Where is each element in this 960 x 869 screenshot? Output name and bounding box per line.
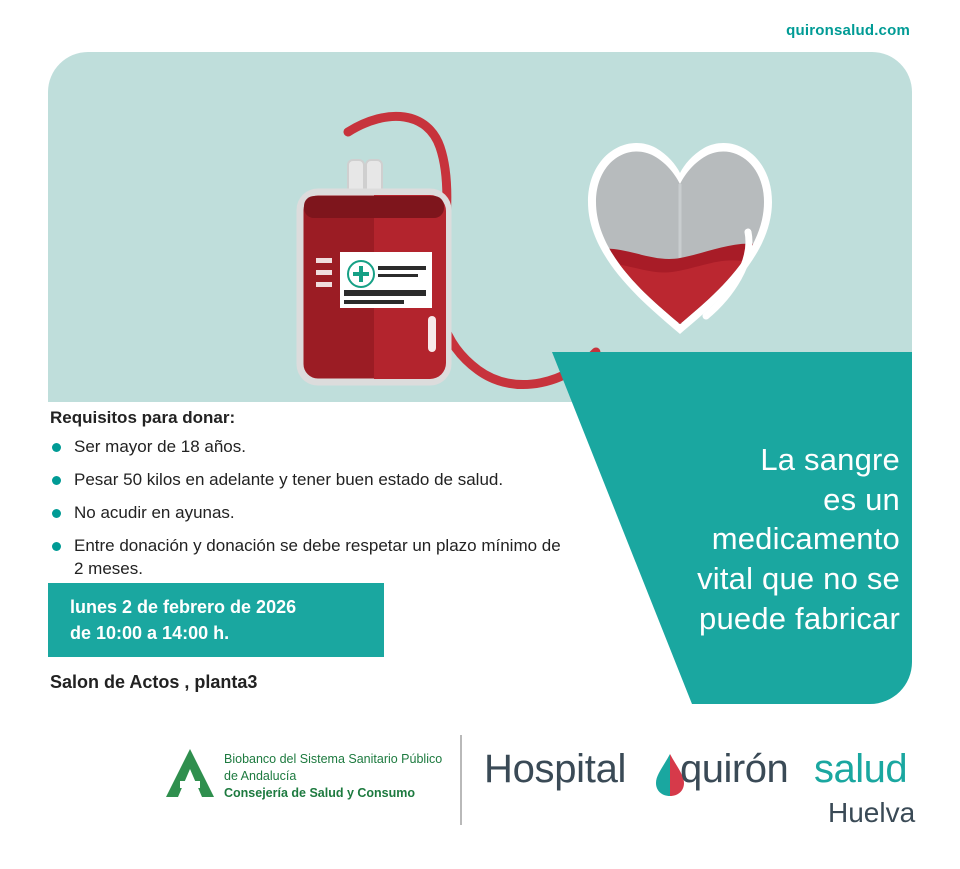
list-item-label: Pesar 50 kilos en adelante y tener buen estado de salud. — [74, 469, 504, 489]
list-item-label: Ser mayor de 18 años. — [74, 437, 246, 456]
logo-city-name: Huelva — [828, 797, 916, 828]
slogan-line: medicamento — [711, 521, 900, 557]
junta-andalucia-a-icon — [162, 745, 218, 801]
bullet-icon — [52, 542, 61, 551]
slogan-line: puede fabricar — [699, 600, 900, 636]
schedule-box — [48, 583, 384, 657]
list-item — [50, 502, 570, 525]
requirements-title: Requisitos para donar: — [50, 408, 236, 427]
biobanco-line1: Biobanco del Sistema Sanitario Público — [224, 752, 443, 766]
venue-text: Salon de Actos , planta3 — [50, 672, 258, 692]
biobanco-line3: Consejería de Salud y Consumo — [224, 785, 416, 800]
slogan-line: vital que no se — [697, 561, 900, 597]
logo-hospital-word: Hospital — [484, 747, 627, 791]
quironsalud-logo — [484, 741, 924, 837]
slogan-text — [600, 440, 900, 638]
list-item — [50, 535, 570, 581]
bullet-icon — [52, 443, 61, 452]
list-item — [50, 469, 570, 492]
list-item-label: Entre donación y donación se debe respetar un plazo mínimo de 2 meses. — [74, 535, 561, 578]
list-item-label: No acudir en ayunas. — [74, 502, 235, 522]
biobanco-logo — [162, 743, 452, 813]
blood-donation-illustration — [48, 52, 912, 402]
slogan-line: es un — [823, 481, 900, 517]
logo-quiron-word: quirón — [680, 747, 789, 791]
schedule-time: de 10:00 a 14:00 h. — [70, 623, 230, 643]
heart-with-blood — [588, 143, 772, 342]
hero-panel — [48, 52, 912, 402]
schedule-date: lunes 2 de febrero de 2026 — [70, 596, 297, 617]
list-item — [50, 436, 570, 459]
slogan-line: La sangre — [760, 442, 900, 477]
blood-bag — [300, 160, 448, 382]
biobanco-line2: de Andalucía — [224, 768, 297, 783]
logo-salud-word: salud — [814, 747, 908, 791]
biobanco-text — [224, 751, 454, 802]
footer-divider — [460, 735, 462, 825]
website-url: quironsalud.com — [786, 22, 910, 39]
requirements-list — [50, 436, 570, 591]
bullet-icon — [52, 509, 61, 518]
footer — [0, 735, 960, 845]
bullet-icon — [52, 476, 61, 485]
